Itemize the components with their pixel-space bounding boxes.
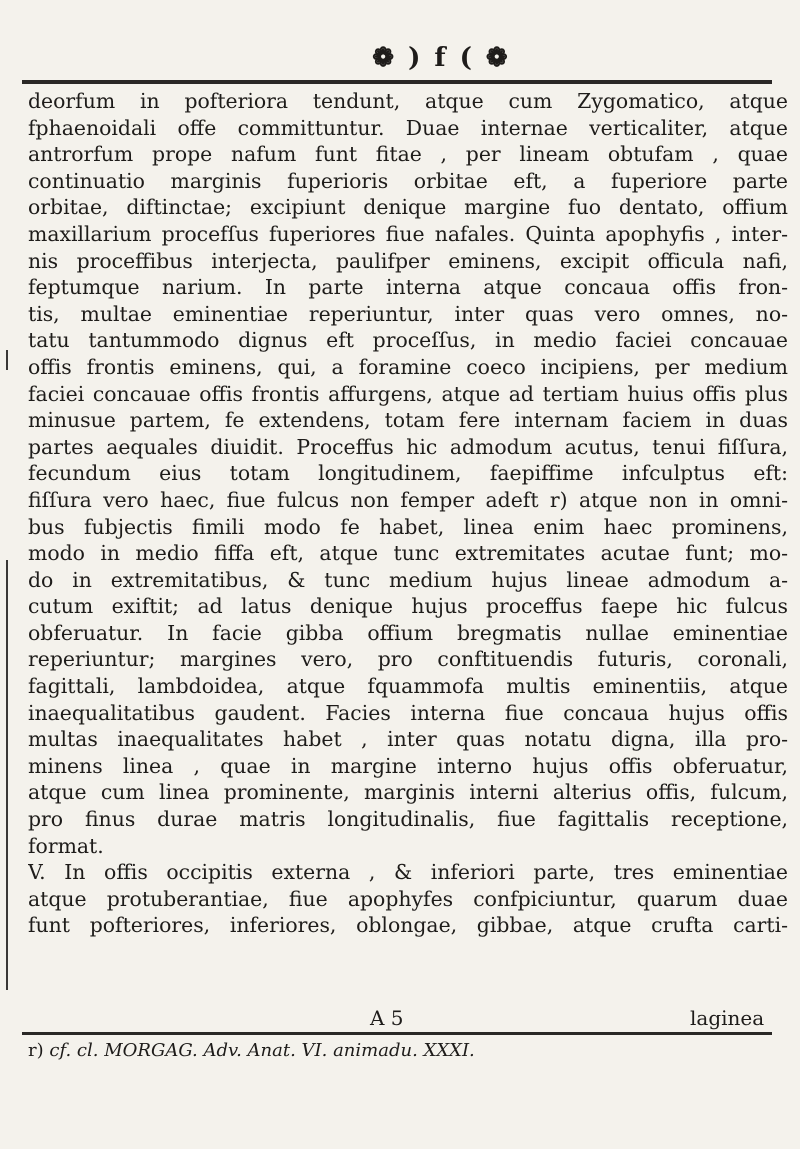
text-line: minens linea , quae in margine interno hujus offis obferuatur,: [28, 753, 788, 778]
footnote: [28, 1040, 768, 1061]
text-line: inaequalitatibus gaudent. Facies interna fiue concaua hujus offis: [28, 700, 788, 725]
signature-mark: A 5: [370, 1006, 404, 1030]
catchword: laginea: [690, 1006, 765, 1030]
text-line: funt pofteriores, inferiores, oblongae, gibbae, atque crufta carti-: [28, 913, 788, 938]
margin-mark: [6, 560, 8, 990]
body-text: [28, 88, 788, 939]
text-line: orbitae, diftinctae; excipiunt denique margine fuo dentato, offium: [28, 195, 788, 220]
text-line: cutum exiftit; ad latus denique hujus proceffus faepe hic fulcus: [28, 594, 788, 619]
text-line: minusue partem, fe extendens, totam fere internam faciem in duas: [28, 408, 788, 433]
footnote-title: Adv. Anat. VI. animadu. XXXI.: [203, 1040, 475, 1061]
text-line: antrorfum prope nafum funt fitae , per lineam obtufam , quae: [28, 142, 788, 167]
text-line: do in extremitatibus, & tunc medium hujus lineae admodum a-: [28, 567, 788, 592]
text-line: atque cum linea prominente, marginis interni alterius offis, fulcum,: [28, 780, 788, 805]
margin-mark: [6, 350, 8, 370]
ornament-left-icon: ❁: [372, 43, 395, 73]
header-rule: [22, 80, 772, 84]
text-line: pro finus durae matris longitudinalis, fiue fagittalis receptione,: [28, 807, 788, 832]
header-f1: f: [434, 43, 446, 73]
text-line: deorfum in pofteriora tendunt, atque cum Zygomatico, atque: [28, 89, 788, 113]
text-line: feptumque narium. In parte interna atque concaua offis fron-: [28, 275, 788, 300]
text-line: atque protuberantiae, fiue apophyfes confpiciuntur, quarum duae: [28, 886, 788, 911]
running-header: [240, 38, 640, 78]
text-line: fiſſura vero haec, fiue fulcus non femper adeft r) atque non in omni-: [28, 487, 788, 512]
text-line: multas inaequalitates habet , inter quas notatu digna, illa pro-: [28, 727, 788, 752]
text-line: maxillarium procefſus fuperiores fiue nafales. Quinta apophyfis , inter-: [28, 221, 788, 246]
footnote-ref: cf. cl. MORGAG.: [49, 1040, 198, 1061]
text-line: format.: [28, 833, 104, 858]
text-line: fphaenoidali offe committuntur. Duae internae verticaliter, atque: [28, 115, 788, 140]
header-f2: (: [459, 43, 472, 73]
text-line: nis proceffibus interjecta, paulifper eminens, excipit officula nafi,: [28, 248, 788, 273]
text-line: V. In offis occipitis externa , & inferiori parte, tres eminentiae: [28, 860, 788, 885]
text-line: continuatio marginis fuperioris orbitae eft, a fuperiore parte: [28, 168, 788, 193]
text-line: obferuatur. In facie gibba offium bregmatis nullae eminentiae: [28, 620, 788, 645]
ornament-right-icon: ❁: [485, 43, 508, 73]
text-line: offis frontis eminens, qui, a foramine coeco incipiens, per medium: [28, 354, 788, 379]
text-line: tis, multae eminentiae reperiuntur, inter quas vero omnes, no-: [28, 301, 788, 326]
footnote-rule: [22, 1032, 772, 1035]
text-line: bus fubjectis fimili modo fe habet, linea enim haec prominens,: [28, 514, 788, 539]
text-line: partes aequales diuidit. Proceffus hic admodum acutus, tenui fiſſura,: [28, 434, 788, 459]
header-bracket: ): [408, 43, 421, 73]
text-line: tatu tantummodo dignus eft proceſſus, in medio faciei concauae: [28, 328, 788, 353]
footnote-mark: r): [28, 1040, 44, 1061]
text-line: faciei concauae offis frontis affurgens, atque ad tertiam huius offis plus: [28, 381, 788, 406]
text-line: reperiuntur; margines vero, pro conftituendis futuris, coronali,: [28, 647, 788, 672]
text-line: modo in medio fiffa eft, atque tunc extremitates acutae funt; mo-: [28, 541, 788, 566]
text-line: fecundum eius totam longitudinem, faepiffime infculptus eft:: [28, 461, 788, 486]
text-line: fagittali, lambdoidea, atque fquammofa multis eminentiis, atque: [28, 674, 788, 699]
